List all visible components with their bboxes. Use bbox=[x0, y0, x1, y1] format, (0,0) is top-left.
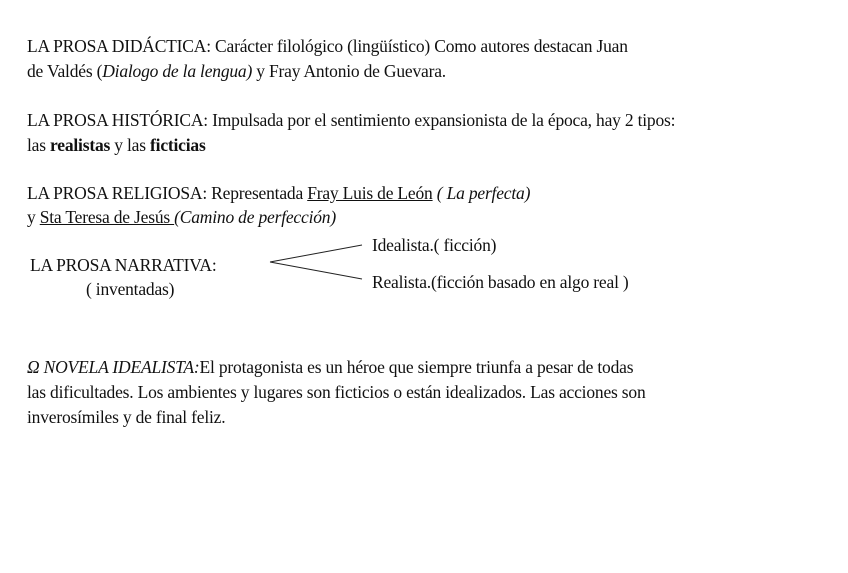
historica-text-3: y las bbox=[110, 135, 151, 155]
historica-type-ficticias: ficticias bbox=[150, 135, 206, 155]
didactica-work: Dialogo de la lengua) bbox=[102, 61, 253, 81]
didactica-text-2: de Valdés ( bbox=[27, 61, 103, 81]
didactica-text-1: Carácter filológico (lingüístico) Como autores destacan Juan bbox=[210, 36, 628, 56]
didactica-heading: LA PROSA DIDÁCTICA: bbox=[27, 36, 211, 56]
religiosa-line-1 bbox=[27, 182, 530, 204]
religiosa-text-1: Representada bbox=[206, 183, 308, 203]
novela-line-2: las dificultades. Los ambientes y lugares son ficticios o están idealizados. Las acciones son bbox=[27, 382, 646, 402]
novela-text-1: El protagonista es un héroe que siempre triunfa a pesar de todas bbox=[199, 357, 634, 377]
historica-line-2 bbox=[27, 134, 206, 156]
historica-heading: LA PROSA HISTÓRICA: bbox=[27, 110, 208, 130]
novela-bullet-symbol: Ω bbox=[27, 357, 40, 377]
novela-line-1 bbox=[27, 356, 633, 378]
narrativa-subheading: ( inventadas) bbox=[86, 279, 175, 299]
historica-text-2: las bbox=[27, 135, 51, 155]
didactica-line-2 bbox=[27, 60, 446, 82]
religiosa-work-la-perfecta: ( La perfecta) bbox=[432, 183, 531, 203]
religiosa-work-camino: (Camino de perfección) bbox=[174, 207, 336, 227]
connector-line-realista bbox=[270, 262, 362, 279]
religiosa-heading: LA PROSA RELIGIOSA: bbox=[27, 183, 207, 203]
novela-line-3: inverosímiles y de final feliz. bbox=[27, 407, 226, 427]
narrativa-branch-idealista: Idealista.( ficción) bbox=[372, 235, 497, 255]
religiosa-author-sta-teresa: Sta Teresa de Jesús bbox=[39, 207, 175, 227]
narrativa-branch-realista: Realista.(ficción basado en algo real ) bbox=[372, 272, 629, 292]
didactica-text-3: y Fray Antonio de Guevara. bbox=[252, 61, 446, 81]
narrativa-heading: LA PROSA NARRATIVA: bbox=[30, 255, 217, 275]
historica-type-realistas: realistas bbox=[50, 135, 111, 155]
connector-line-idealista bbox=[270, 245, 362, 262]
religiosa-author-fray-luis: Fray Luis de León bbox=[307, 183, 433, 203]
historica-text-1: Impulsada por el sentimiento expansionista de la época, hay 2 tipos: bbox=[207, 110, 676, 130]
religiosa-line-2 bbox=[27, 206, 336, 228]
historica-line-1 bbox=[27, 109, 675, 131]
didactica-line-1 bbox=[27, 35, 628, 57]
religiosa-text-2: y bbox=[27, 207, 40, 227]
novela-heading: NOVELA IDEALISTA: bbox=[39, 357, 200, 377]
